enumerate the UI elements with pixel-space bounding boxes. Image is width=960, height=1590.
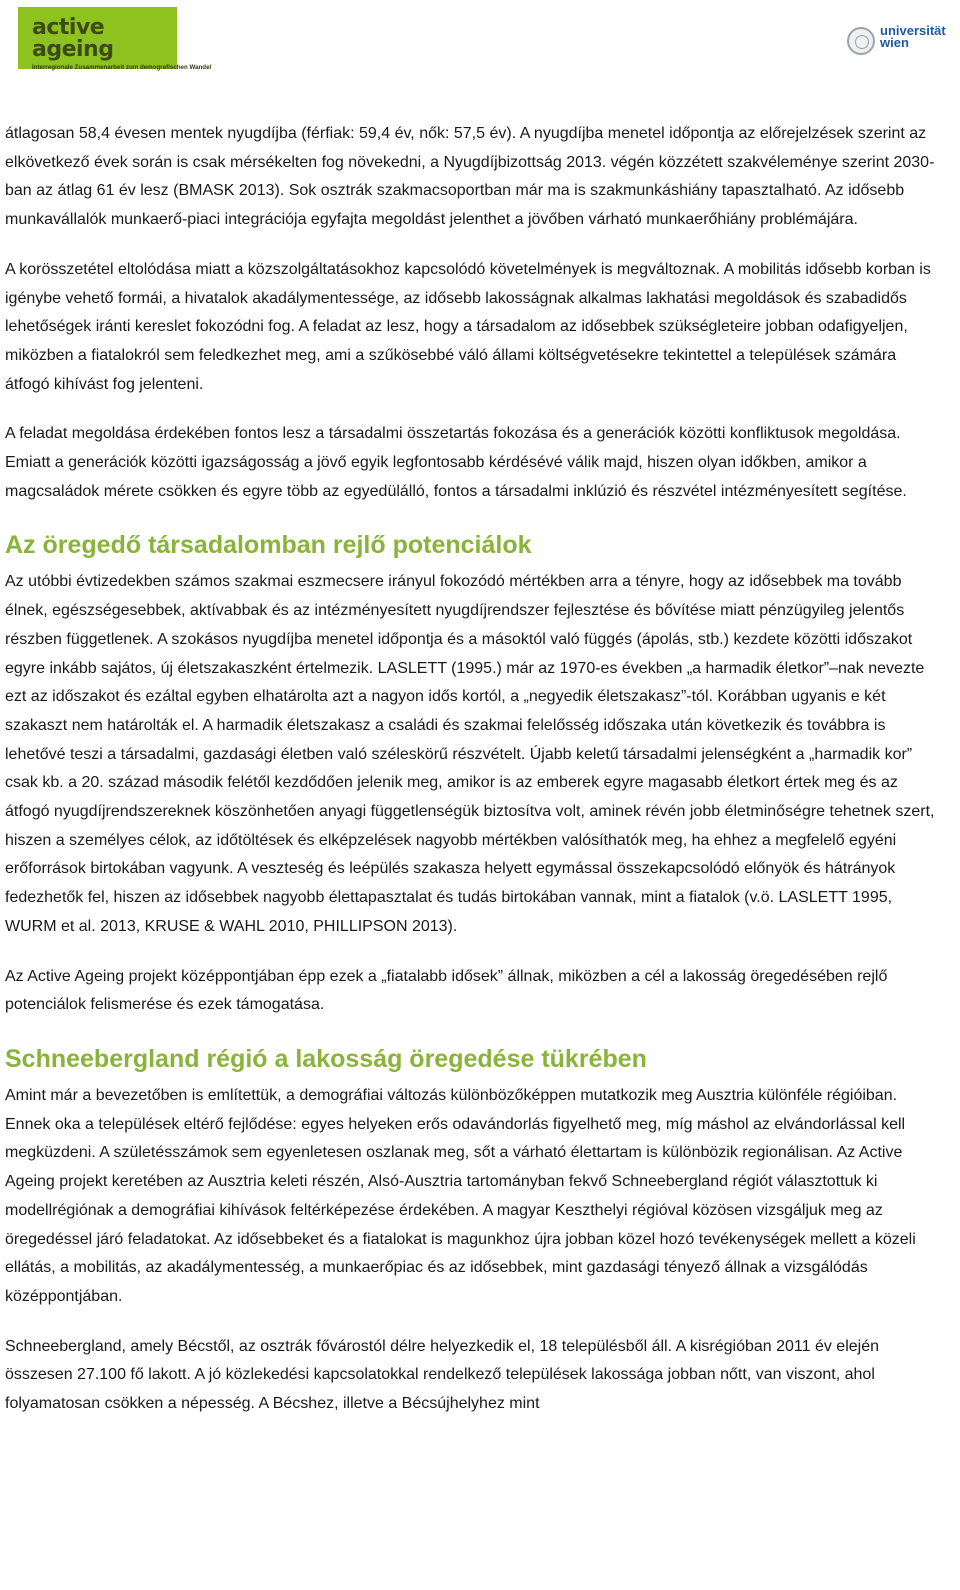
university-vienna-logo	[847, 25, 957, 61]
body-paragraph: Amint már a bevezetőben is említettük, a demográfiai változás különbözőképpen mutatkozik meg Ausztria különféle régióiban. Ennek oka a települések eltérő fejlődése: egyes helyeken erős odavándorlás figyelhető meg, míg máshol az elvándorlással kell megküzdeni. A születésszámok sem egyenletesen oszlanak meg, sőt a várható élettartam is különbözik regionálisan. Az Active Ageing projekt keretében az Ausztria keleti részén, Alsó-Ausztria tartományban fekvő Schneebergland régiót választottuk ki modellrégiónak a demográfiai kihívások feltérképezése érdekében. A magyar Keszthelyi régióval közösen vizsgáljuk meg az öregedéssel járó feladatokat. Az idősebbeket és a fiatalokat is magunkhoz újra jobban közel hozó tevékenységek mellett a közeli ellátás, a mobilitás, az akadálymentesség, a munkaerőpiac és az idősebbek, mint gazdasági tényező állnak a vizsgálódás középpontjában.	[5, 1086, 916, 1305]
university-seal-icon	[847, 27, 875, 55]
logo-subtitle-german: Interregionale Zusammenarbeit zum demografischen Wandel	[32, 64, 212, 71]
logo-brand-text: active ageing	[32, 15, 114, 62]
section-heading-schneebergland: Schneebergland régió a lakosság öregedése tükrében	[5, 1044, 647, 1073]
body-paragraph: A feladat megoldása érdekében fontos lesz a társadalmi összetartás fokozása és a generációk közötti konfliktusok megoldása. Emiatt a generációk közötti igazságosság a jövő egyik legfontosabb kérdésévé válik majd, hiszen olyan időkben, amikor a magcsaládok mérete csökken és egyre több az egyedülálló, fontos a társadalmi inklúzió és részvétel intézményesített segítése.	[5, 425, 907, 500]
university-wordmark-line1: universität	[880, 23, 946, 38]
page-header	[0, 0, 960, 80]
body-paragraph: átlagosan 58,4 évesen mentek nyugdíjba (férfiak: 59,4 év, nők: 57,5 év). A nyugdíjba menetel időpontja az előrejelzések szerint az elkövetkező évek során is csak mérsékelten fog növekedni, a Nyugdíjbizottság 2013. végén közzétett szakvéleménye szerint 2030-ban az átlag 61 év lesz (BMASK 2013). Sok osztrák szakmacsoportban már ma is szakmunkáshiány tapasztalható. Az idősebb munkavállalók munkaerő-piaci integrációja egyfajta megoldást jelenthet a jövőben várható munkaerőhiány problémájára.	[5, 125, 935, 229]
section-heading-potentials: Az öregedő társadalomban rejlő potenciálok	[5, 531, 532, 560]
body-paragraph: Az Active Ageing projekt középpontjában épp ezek a „fiatalabb idősek” állnak, miközben a cél a lakosság öregedésében rejlő potenciálok felismerése és ezek támogatása.	[5, 967, 888, 1014]
university-wordmark	[880, 25, 946, 49]
document-body	[5, 120, 940, 1440]
active-ageing-logo	[18, 7, 212, 78]
body-paragraph: A korösszetétel eltolódása miatt a közszolgáltatásokhoz kapcsolódó követelmények is megváltoznak. A mobilitás idősebb korban is igénybe vehető formái, a hivatalok akadálymentessége, az idősebb lakosságnak alkalmas lakhatási megoldások és szabadidős lehetőségek iránti kereslet fokozódni fog. A feladat az lesz, hogy a társadalom az idősebbek szükségleteire jobban odafigyeljen, miközben a fiatalokról sem feledkezhet meg, ami a szűkösebbé váló állami költségvetésekre tekintettel a települések számára átfogó kihívást fog jelenteni.	[5, 260, 931, 393]
body-paragraph: Az utóbbi évtizedekben számos szakmai eszmecsere irányul fokozódó mértékben arra a tényre, hogy az idősebbek ma tovább élnek, egészségesebbek, aktívabbak és az intézményesített nyugdíjrendszer fejlesztése és bővítése miatt pénzügyileg jelentős részben függetlenek. A szokásos nyugdíjba menetel időpontja és a másoktól való függés (ápolás, stb.) kezdete közötti időszakot egyre inkább sajátos, új életszakaszként értelmezik. LASLETT (1995.) már az 1970-es években „a harmadik életkor”–nak nevezte ezt az időszakot és ezáltal egyben elhatárolta azt a nagyon idős kortól, a „negyedik életszakasz”-tól. Korábban ugyanis e két szakaszt nem határolták el. A harmadik életszakasz a családi és szakmai felelősség időszaka után következik és továbbra is lehetővé teszi a társadalmi, gazdasági életben való széleskörű részvételt. Újabb keletű társadalmi jelenségként a „harmadik kor” csak kb. a 20. század második felétől kezdődően jelenik meg, amikor is az emberek egyre magasabb életkort értek meg és az átfogó nyugdíjrendszereknek köszönhetően anyagi függetlenségük biztosítva volt, aminek révén jobb életminőségre tehetnek szert, hiszen a személyes célok, az időtöltések és elképzelések nagyobb mértékben valósíthatók meg, ha ehhez a megfelelő egyéni erőforrások birtokában vagyunk. A veszteség és leépülés szakasza helyett egymással összekapcsolódó előnyök és hátrányok fedezhetők fel, hiszen az idősebbek nagyobb élettapasztalat és tudás birtokában vannak, mint a fiatalok (v.ö. LASLETT 1995, WURM et al. 2013, KRUSE & WAHL 2010, PHILLIPSON 2013).	[5, 573, 935, 935]
body-paragraph: Schneebergland, amely Bécstől, az osztrák fővárostól délre helyezkedik el, 18 településből áll. A kisrégióban 2011 év elején összesen 27.100 fő lakott. A jó közlekedési kapcsolatokkal rendelkező települések lakossága jobban nőtt, van viszont, ahol folyamatosan csökken a népesség. A Bécshez, illetve a Bécsújhelyhez mint	[5, 1337, 880, 1413]
university-wordmark-line2: wien	[880, 35, 909, 50]
logo-subtitle-hungarian: Interregionális együttműködés a demográfiai változások jegyében	[32, 72, 195, 78]
